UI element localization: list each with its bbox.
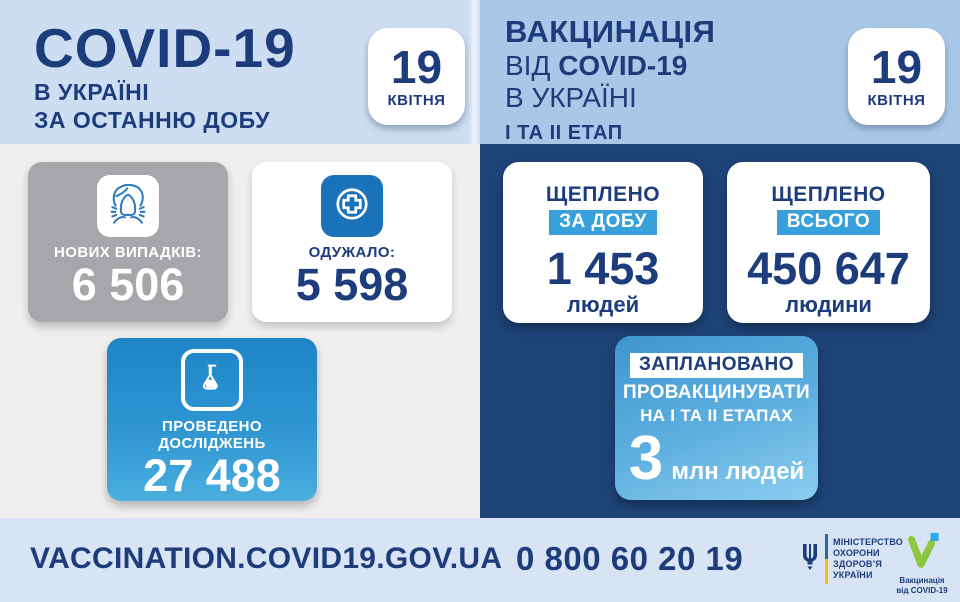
footer-bar [0, 518, 960, 602]
tests-label: ПРОВЕДЕНО ДОСЛІДЖЕНЬ [158, 418, 266, 452]
planned-line3: НА І ТА ІІ ЕТАПАХ [640, 406, 793, 425]
new-cases-label: НОВИХ ВИПАДКІВ: [54, 244, 202, 261]
hotline-phone-number: 0 800 60 20 19 [516, 540, 744, 577]
planned-value: 3 [628, 424, 664, 493]
vaccination-title-block [505, 14, 715, 145]
vaccination-subtitle-3: І ТА ІІ ЕТАП [505, 122, 623, 145]
vaccinated-per-day-card [503, 162, 703, 323]
vaccinated-total-label: ЩЕПЛЕНО [771, 183, 886, 206]
header-divider [468, 0, 480, 144]
vaccinated-per-day-unit: людей [566, 292, 640, 318]
vaccinated-per-day-label: ЩЕПЛЕНО [545, 183, 661, 206]
sneezing-person-icon [103, 179, 153, 234]
planned-vaccination-card [615, 336, 818, 500]
vaccination-title: ВАКЦИНАЦІЯ [505, 14, 716, 49]
trident-icon [800, 543, 820, 576]
vaccination-stats-panel [480, 144, 960, 518]
moh-line-4: УКРАЇНИ [833, 570, 873, 581]
date-month: КВІТНЯ [387, 92, 446, 109]
covid-title-block [34, 17, 296, 134]
moh-line-3: ЗДОРОВ’Я [833, 559, 883, 569]
vaccinated-total-unit: людини [785, 292, 872, 318]
subtitle-prefix: ВІД [505, 49, 559, 81]
lab-flask-icon [194, 360, 230, 401]
ministry-of-health-logo [800, 534, 903, 584]
vaccinated-per-day-chip: ЗА ДОБУ [549, 210, 657, 235]
tests-icon-box [181, 349, 243, 411]
recovered-value: 5 598 [295, 259, 409, 310]
logo-divider [825, 534, 828, 584]
date-card-right [848, 28, 945, 125]
vaccination-subtitle-2: В УКРАЇНІ [505, 81, 637, 113]
covid-stats-panel [0, 144, 480, 518]
tests-card [107, 338, 317, 501]
medical-cross-icon [328, 180, 376, 233]
planned-chip: ЗАПЛАНОВАНО [630, 353, 803, 378]
date-day: 19 [870, 41, 923, 93]
planned-line2: ПРОВАКЦИНУВАТИ [622, 382, 811, 403]
page-subtitle-2: ЗА ОСТАННЮ ДОБУ [34, 106, 270, 133]
subtitle-bold: COVID-19 [558, 49, 688, 81]
date-month: КВІТНЯ [867, 92, 926, 109]
vaccination-subtitle-1 [505, 50, 715, 82]
date-day: 19 [390, 41, 443, 93]
planned-value-row [628, 424, 805, 493]
recovered-icon-box [321, 175, 383, 237]
vaccination-logo-text [896, 576, 947, 596]
vacc-logo-line-2: від COVID-19 [896, 586, 948, 595]
vacc-logo-line-1: Вакцинація [899, 576, 945, 585]
moh-line-1: МІНІСТЕРСТВО [833, 536, 904, 547]
recovered-label: ОДУЖАЛО: [308, 244, 396, 261]
vaccinated-total-value: 450 647 [747, 243, 910, 294]
page-subtitle-1: В УКРАЇНІ [34, 78, 150, 105]
green-v-icon [903, 532, 941, 575]
date-card-left [368, 28, 465, 125]
vaccination-website-url: VACCINATION.COVID19.GOV.UA [30, 542, 503, 575]
new-cases-value: 6 506 [71, 259, 185, 310]
vaccinated-total-chip: ВСЬОГО [777, 210, 880, 235]
vaccinated-per-day-value: 1 453 [546, 243, 660, 294]
page-title: COVID-19 [34, 17, 296, 79]
new-cases-icon-box [97, 175, 159, 237]
tests-value: 27 488 [143, 450, 281, 501]
recovered-card [252, 162, 452, 322]
moh-line-2: ОХОРОНИ [833, 547, 880, 558]
vaccination-campaign-logo [893, 532, 951, 596]
vaccinated-total-card [727, 162, 930, 323]
new-cases-card [28, 162, 228, 322]
planned-unit: млн людей [671, 458, 805, 485]
